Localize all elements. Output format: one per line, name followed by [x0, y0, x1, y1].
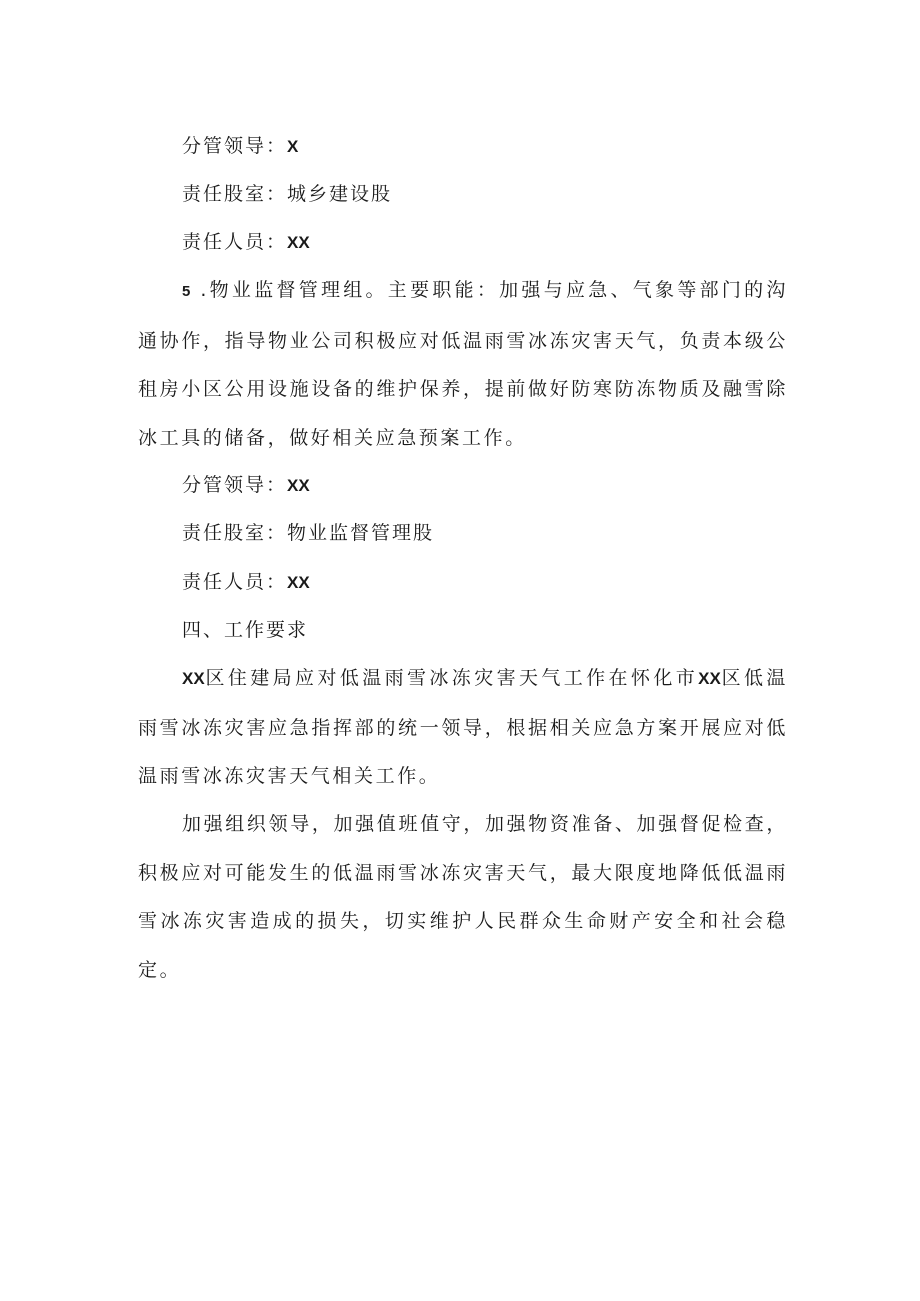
section-5-paragraph — [138, 266, 788, 462]
requirements-paragraph-2: 加强组织领导，加强值班值守，加强物资准备、加强督促检查，积极应对可能发生的低温雨雪冰冻灾害天气，最大限度地降低低温雨雪冰冻灾害造成的损失，切实维护人民群众生命财产安全和社会稳定。 — [138, 813, 788, 981]
xx-placeholder-1: XX — [182, 669, 205, 688]
para1-part2: 区低温雨雪冰冻灾害应急指挥部的统一领导，根据相关应急方案开展应对低温雨雪冰冻灾害天气相关工作。 — [138, 667, 788, 787]
staff-value: XX — [287, 233, 310, 252]
leader-label: 分管领导： — [182, 474, 288, 496]
leader-line-2 — [182, 473, 310, 498]
section-heading-4: 四、工作要求 — [182, 619, 309, 641]
section-number: 5 — [182, 283, 191, 300]
section-5-text: .物业监督管理组。主要职能：加强与应急、气象等部门的沟通协作，指导物业公司积极应对低温雨雪冰冻灾害天气，负责本级公租房小区公用设施设备的维护保养，提前做好防寒防冻物质及融雪除冰工具的储备，做好相关应急预案工作。 — [138, 279, 788, 449]
requirements-paragraph-1 — [138, 654, 788, 801]
dept-line-1: 责任股室：城乡建设股 — [182, 183, 393, 205]
dept-line-2: 责任股室：物业监督管理股 — [182, 522, 435, 544]
leader-label: 分管领导： — [182, 135, 288, 157]
xx-placeholder-2: XX — [698, 669, 721, 688]
para1-part1: 区住建局应对低温雨雪冰冻灾害天气工作在怀化市 — [204, 667, 699, 689]
staff-label: 责任人员： — [182, 571, 288, 593]
staff-line-1 — [182, 230, 310, 255]
staff-line-2 — [182, 570, 310, 595]
leader-value: XX — [287, 476, 310, 495]
staff-label: 责任人员： — [182, 231, 288, 253]
leader-value: X — [287, 137, 299, 156]
staff-value: XX — [287, 573, 310, 592]
leader-line-1 — [182, 134, 298, 159]
